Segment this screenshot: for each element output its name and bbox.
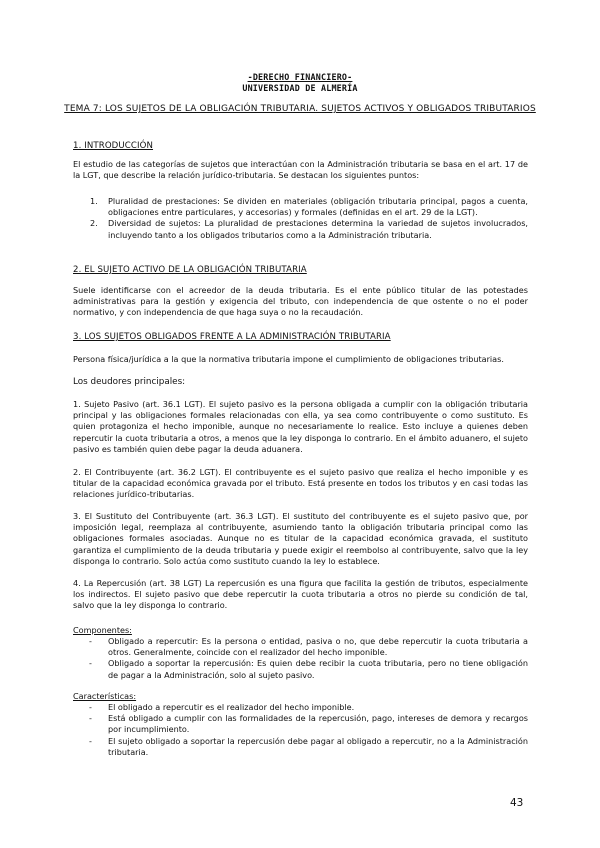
paragraph-contribuyente: 2. El Contribuyente (art. 36.2 LGT). El contribuyente es el sujeto pasivo que realiza el hecho imponible y es titular de la capacidad económica gravada por el tributo. Está presente en todos los tributos y en casi todas las relaciones jurídico-tributarias. [73, 467, 528, 500]
list-item-text: Obligado a soportar la repercusión: Es quien debe recibir la cuota tributaria, pero no tiene obligación de pagar a la Administración, solo al sujeto pasivo. [108, 658, 528, 680]
intro-paragraph: El estudio de las categorías de sujetos que interactúan con la Administración tributaria se basa en el art. 17 de la LGT, que describe la relación jurídico-tributaria. Se destacan los siguientes puntos: [73, 159, 528, 181]
debtors-heading: Los deudores principales: [73, 377, 186, 387]
page-number: 43 [510, 797, 524, 809]
topic-title: TEMA 7: LOS SUJETOS DE LA OBLIGACIÓN TRIBUTARIA. SUJETOS ACTIVOS Y OBLIGADOS TRIBUTARIOS [64, 104, 536, 114]
components-list [73, 636, 528, 681]
list-item [73, 736, 528, 758]
list-item-text: Está obligado a cumplir con las formalidades de la repercusión, pago, intereses de demora y recargos por incumplimiento. [108, 713, 528, 735]
components-heading: Componentes: [73, 625, 132, 635]
section-title-obliged-subjects: 3. LOS SUJETOS OBLIGADOS FRENTE A LA ADMINISTRACIÓN TRIBUTARIA [73, 332, 391, 342]
features-heading: Características: [73, 691, 137, 701]
dash-marker: - [89, 658, 92, 669]
list-item [73, 658, 528, 680]
paragraph-sustituto: 3. El Sustituto del Contribuyente (art. 36.3 LGT). El sustituto del contribuyente es el sujeto pasivo que, por imposición legal, reemplaza al contribuyente, asumiendo tanto la obligación tributaria principal como las obligaciones formales asociadas. Aunque no es titular de la capacidad económica gravada, el sustituto garantiza el cumplimiento de la deuda tributaria y puede exigir el reembolso al contribuyente, salvo que la ley disponga lo contrario. Solo actúa como sustituto cuando la ley lo establece. [73, 511, 528, 566]
list-item-text: El obligado a repercutir es el realizador del hecho imponible. [108, 702, 355, 712]
paragraph-repercusion: 4. La Repercusión (art. 38 LGT) La repercusión es una figura que facilita la gestión de tributos, especialmente los indirectos. El sujeto pasivo que debe repercutir la cuota tributaria a otros no pierde su condición de tal, salvo que la ley disponga lo contrario. [73, 578, 528, 611]
section-title-active-subject: 2. EL SUJETO ACTIVO DE LA OBLIGACIÓN TRIBUTARIA [73, 265, 307, 275]
active-subject-paragraph: Suele identificarse con el acreedor de la deuda tributaria. Es el ente público titular de las potestades administrativas para la gestión y exigencia del tributo, con independencia de que ostente o no el poder normativo, y con independencia de que haga suya o no la recaudación. [73, 285, 528, 318]
list-item [73, 196, 528, 218]
course-header: -DERECHO FINANCIERO- [247, 72, 353, 82]
obliged-definition: Persona física/jurídica a la que la normativa tributaria impone el cumplimiento de obligaciones tributarias. [73, 354, 504, 364]
list-number: 2. [90, 218, 98, 229]
list-item [73, 713, 528, 735]
list-item-text: Pluralidad de prestaciones: Se dividen en materiales (obligación tributaria principal, pagos a cuenta, obligaciones entre particulares, y accesorias) y formales (definidas en el art. 29 de la LGT). [108, 196, 528, 218]
list-item-text: El sujeto obligado a soportar la repercusión debe pagar al obligado a repercutir, no a la Administración tributaria. [108, 735, 528, 757]
dash-marker: - [89, 735, 92, 746]
dash-marker: - [89, 636, 92, 646]
list-number: 1. [90, 196, 98, 206]
intro-list [73, 196, 528, 241]
features-list [73, 702, 528, 758]
list-item-text: Obligado a repercutir: Es la persona o entidad, pasiva o no, que debe repercutir la cuota tributaria a otros. Generalmente, coincide con el realizador del hecho imponible. [108, 636, 528, 658]
list-item [73, 636, 528, 658]
section-title-introduction: 1. INTRODUCCIÓN [73, 141, 154, 151]
university-header: UNIVERSIDAD DE ALMERÍA [242, 83, 358, 93]
list-item-text: Diversidad de sujetos: La pluralidad de prestaciones determina la variedad de sujetos involucrados, incluyendo tanto a los obligados tributarios como a la Administración tributaria. [108, 218, 528, 240]
paragraph-sujeto-pasivo: 1. Sujeto Pasivo (art. 36.1 LGT). El sujeto pasivo es la persona obligada a cumplir con la obligación tributaria principal y las obligaciones formales relacionadas con ella, ya sea como contribuyente o como sustituto. Es quien protagoniza el hecho imponible, aunque no necesariamente lo realice. Esto incluye a quienes deben repercutir la cuota tributaria a otros, a menos que la ley disponga lo contrario. En el ámbito aduanero, el sujeto pasivo es también quien debe pagar la deuda aduanera. [73, 399, 528, 454]
dash-marker: - [89, 713, 92, 724]
list-item [73, 702, 528, 713]
list-item [73, 218, 528, 240]
dash-marker: - [89, 702, 92, 712]
